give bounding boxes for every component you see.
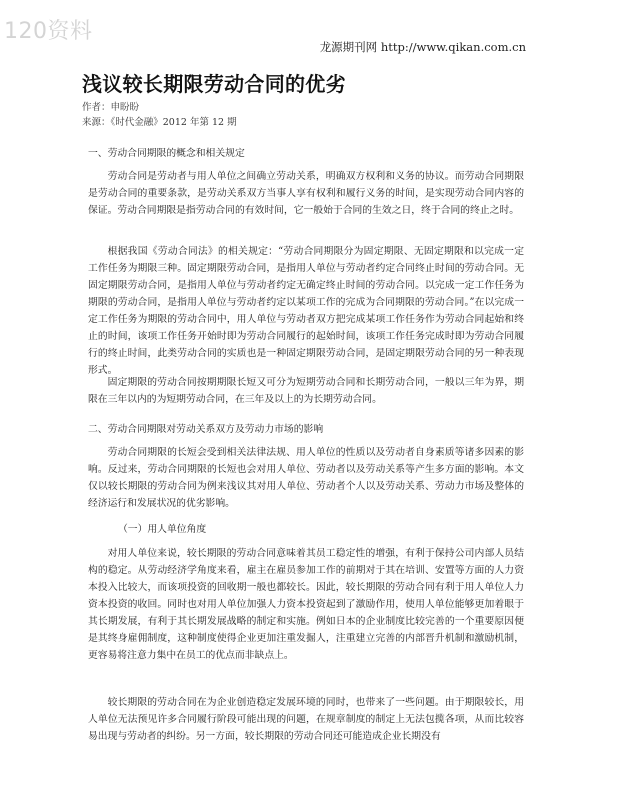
paragraph-text: 劳动合同是劳动者与用人单位之间确立劳动关系，明确双方权利和义务的协议。而劳动合同期限是劳动合同的重要条款，是劳动关系双方当事人享有权利和履行义务的时间，是实现劳动合同内容的保证。劳动合同期限是指劳动合同的有效时间，它一般始于合同的生效之日，终于合同的终止之时。: [88, 171, 524, 216]
paragraph-2: [88, 243, 524, 379]
article-author: 作者：申盼盼: [82, 102, 140, 113]
paragraph-5: [88, 545, 524, 664]
paragraph-4: [88, 444, 524, 512]
paragraph-text: 劳动合同期限的长短会受到相关法律法规、用人单位的性质以及劳动者自身素质等诸多因素的影响。反过来，劳动合同期限的长短也会对用人单位、劳动者以及劳动关系等产生多方面的影响。本文仅以较长期限的劳动合同为例来浅议其对用人单位、劳动者个人以及劳动关系、劳动力市场及整体的经济运行和发展状况的优劣影响。: [88, 447, 524, 509]
article-source: 来源：《时代金融》2012 年第 12 期: [82, 117, 237, 128]
article-title: 浅议较长期限劳动合同的优劣: [82, 72, 346, 96]
section-heading-2: 二、劳动合同期限对劳动关系双方及劳动力市场的影响: [88, 424, 324, 435]
paragraph-text: 根据我国《劳动合同法》的相关规定：“劳动合同期限分为固定期限、无固定期限和以完成一定工作任务为期限三种。固定期限劳动合同，是指用人单位与劳动者约定合同终止时间的劳动合同。无固定期限劳动合同，是指用人单位与劳动者约定无确定终止时间的劳动合同。以完成一定工作任务为期限的劳动合同，是指用人单位与劳动者约定以某项工作的完成为合同期限的劳动合同。”在以完成一定工作任务为期限的劳动合同中，用人单位与劳动者双方把完成某项工作任务作为劳动合同起始和终止的时间，该项工作任务开始时即为劳动合同履行的起始时间，该项工作任务完成时即为劳动合同履行的终止时间，此类劳动合同的实质也是一种固定期限劳动合同，是固定期限劳动合同的另一种表现形式。: [88, 246, 524, 376]
paragraph-3: [88, 374, 524, 408]
section-heading-3: （一）用人单位角度: [118, 524, 207, 535]
site-header: 龙源期刊网 http://www.qikan.com.cn: [319, 40, 526, 54]
watermark: 120资料: [4, 19, 93, 44]
section-heading-1: 一、劳动合同期限的概念和相关规定: [88, 148, 245, 159]
paragraph-1: [88, 168, 524, 219]
paragraph-text: 对用人单位来说，较长期限的劳动合同意味着其员工稳定性的增强，有利于保持公司内部人员结构的稳定。从劳动经济学角度来看，雇主在雇员参加工作的前期对于其在培训、安置等方面的人力资本投入比较大，而该项投资的回收期一般也都较长。因此，较长期限的劳动合同有利于用人单位人力资本投资的收回。同时也对用人单位加强人力资本投资起到了激励作用，使用人单位能够更加着眼于其长期发展，有利于其长期发展战略的制定和实施。例如日本的企业制度比较完善的一个重要原因便是其终身雇佣制度，这种制度使得企业更加注重发掘人，注重建立完善的内部晋升机制和激励机制，更容易将注意力集中在员工的优点而非缺点上。: [88, 548, 524, 661]
paragraph-6: [88, 694, 524, 745]
paragraph-text: 固定期限的劳动合同按期期限长短又可分为短期劳动合同和长期劳动合同，一般以三年为界，期限在三年以内的为短期劳动合同，在三年及以上的为长期劳动合同。: [88, 377, 524, 405]
paragraph-text: 较长期限的劳动合同在为企业创造稳定发展环境的同时，也带来了一些问题。由于期限较长，用人单位无法预见许多合同履行阶段可能出现的问题，在规章制度的制定上无法包揽各项，从而比较容易出现与劳动者的纠纷。另一方面，较长期限的劳动合同还可能造成企业长期没有: [88, 697, 524, 742]
